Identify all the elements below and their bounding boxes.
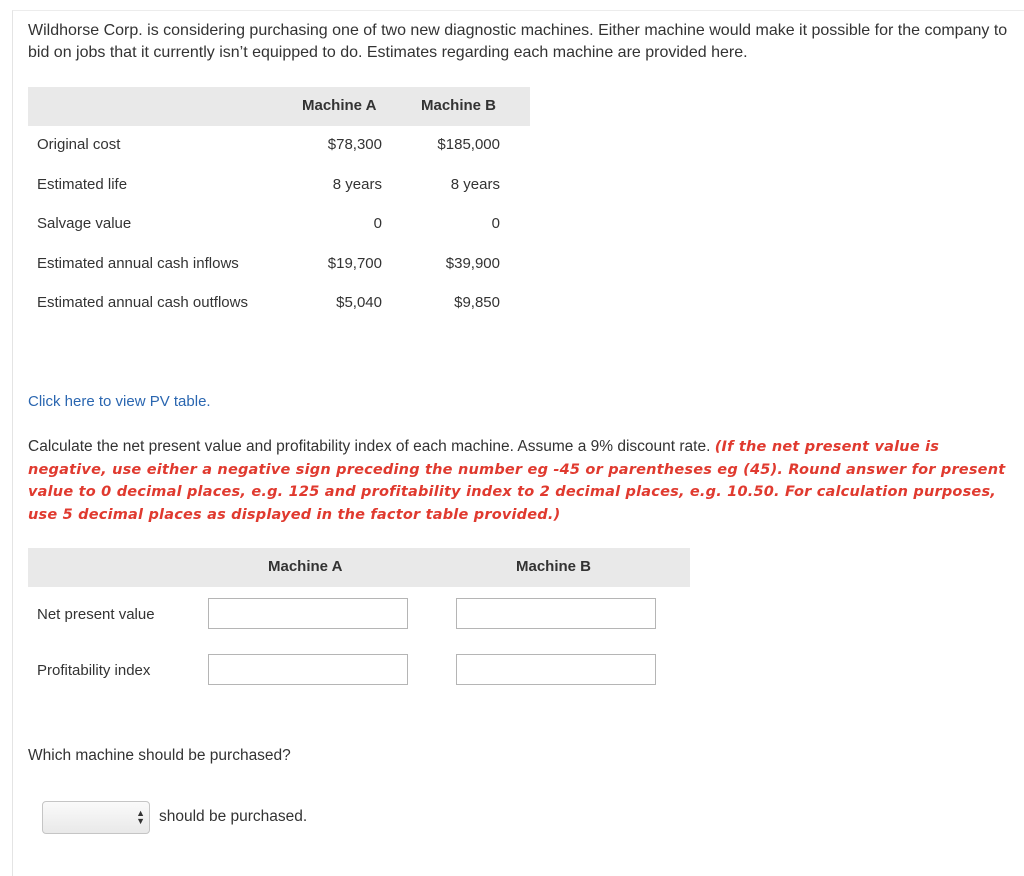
machine-a-value: $5,040 [336, 294, 382, 311]
answer-header-machine-b: Machine B [516, 558, 592, 575]
pi-machine-a-input[interactable] [208, 654, 408, 685]
table-row [28, 126, 530, 166]
machine-b-value: 8 years [450, 175, 500, 193]
table-row [28, 166, 530, 206]
machine-b-value: 0 [491, 215, 500, 232]
machine-a-value: 8 years [332, 175, 382, 193]
pi-machine-b-input[interactable] [456, 654, 656, 685]
row-label: Original cost [37, 136, 121, 153]
pv-table-link[interactable]: Click here to view PV table. [28, 393, 211, 410]
machine-a-value: $78,300 [327, 136, 382, 153]
table-row [28, 205, 530, 245]
npv-label: Net present value [37, 606, 155, 623]
instructions [28, 436, 1018, 526]
problem-intro: Wildhorse Corp. is considering purchasing one of two new diagnostic machines. Either machine would make it possible for the company to bid on jobs that it currently isn’t equipped to do. Estimates regarding each machine are provided here. [28, 22, 1008, 61]
answer-header-machine-a: Machine A [268, 558, 343, 575]
table-header [28, 87, 530, 126]
header-machine-a: Machine A [302, 97, 377, 114]
row-label: Estimated annual cash outflows [37, 294, 248, 311]
row-label: Salvage value [37, 215, 132, 232]
header-machine-b: Machine B [421, 97, 497, 114]
instruction-note: (If the net present value is negative, use either a negative sign preceding the number eg -45 or parentheses eg (45). Round answer for present value to 0 decimal places, e.g. 125 and profitability index to 2 decimal places, e.g. 10.50. For calculation purposes, use 5 decimal places as displayed in the factor table provided.) [28, 439, 1006, 523]
npv-machine-b-input[interactable] [456, 598, 656, 629]
machine-b-value: $39,900 [445, 254, 500, 272]
machine-a-value: $19,700 [327, 254, 382, 272]
select-arrows-icon: ▲ ▼ [136, 808, 145, 826]
answer-table-header [28, 548, 690, 587]
table-row [28, 284, 530, 324]
npv-machine-a-input[interactable] [208, 598, 408, 629]
machine-data-table [28, 87, 530, 324]
machine-b-value: $9,850 [454, 294, 500, 311]
machine-a-value: 0 [373, 215, 382, 232]
machine-b-value: $185,000 [437, 136, 500, 153]
profitability-index-label: Profitability index [37, 662, 151, 679]
row-label: Estimated life [37, 175, 128, 193]
table-row [28, 245, 530, 285]
purchase-question: Which machine should be purchased? [28, 747, 291, 764]
select-suffix-text: should be purchased. [159, 808, 308, 825]
machine-select-dropdown[interactable] [42, 801, 150, 834]
row-label: Estimated annual cash inflows [37, 254, 239, 272]
instruction-main: Calculate the net present value and profitability index of each machine. Assume a 9% discount rate. [28, 438, 715, 455]
